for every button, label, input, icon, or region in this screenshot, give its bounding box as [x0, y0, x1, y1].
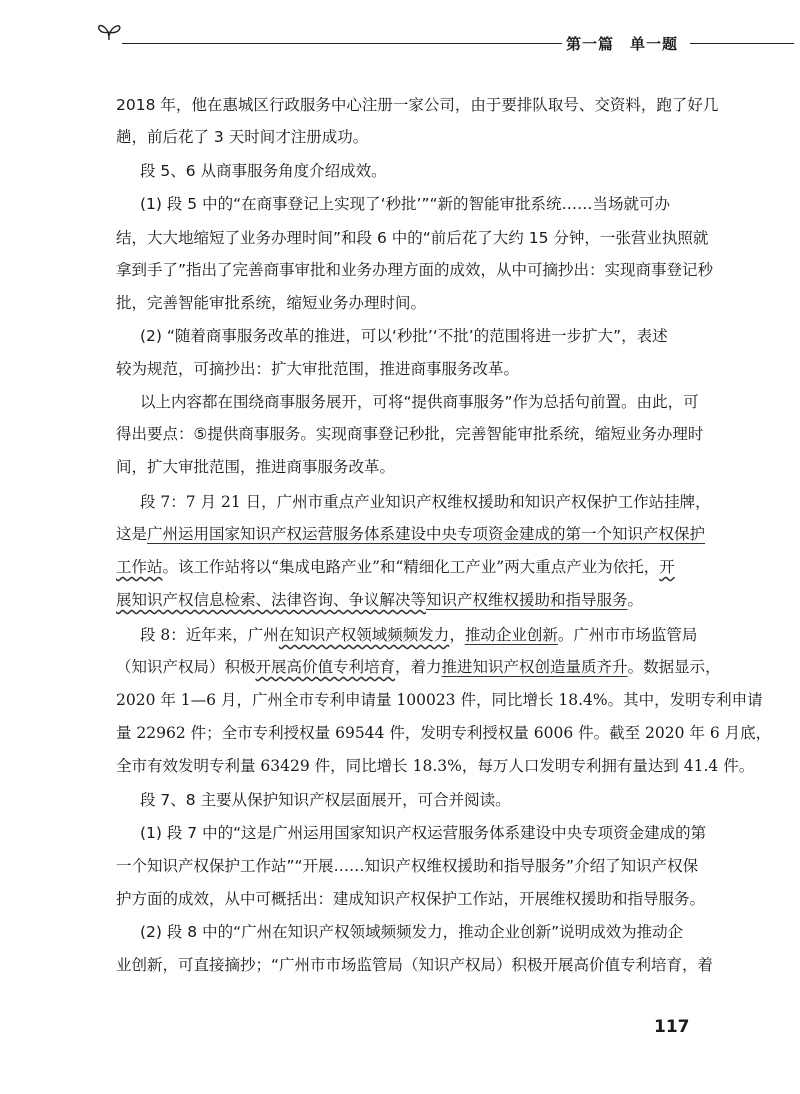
page-number: 117 [654, 1017, 690, 1037]
text-span: （知识产权局）积极 [116, 658, 256, 676]
text-line: 较为规范，可摘抄出：扩大审批范围，推进商事服务改革。 [116, 360, 520, 378]
text-line: 全市有效发明专利量 63429 件，同比增长 18.3%，每万人口发明专利拥有量达到 41.4 件。 [116, 757, 755, 775]
text-line: (2) “随着商事服务改革的推进，可以‘秒批’‘不批’的范围将进一步扩大”，表述 [140, 327, 668, 345]
wavy-underlined-phrase: 开展高价值专利培育 [255, 658, 396, 676]
wavy-underlined-phrase: 开 [659, 558, 675, 576]
section-title: 第一篇 单一题 [566, 35, 679, 53]
text-line: 2018 年，他在惠城区行政服务中心注册一家公司，由于要排队取号、交资料，跑了好几 [116, 96, 719, 114]
text-line: 拿到手了”指出了完善商事审批和业务办理方面的成效，从中可摘抄出：实现商事登记秒 [116, 261, 714, 279]
text-line: 结，大大地缩短了业务办理时间”和段 6 中的“前后花了大约 15 分钟，一张营业执照就 [116, 229, 709, 247]
wavy-underlined-phrase: 在知识产权领域频频发力 [278, 626, 450, 644]
text-line [116, 590, 643, 610]
text-line: 批，完善智能审批系统，缩短业务办理时间。 [116, 294, 427, 312]
text-line: 业创新，可直接摘抄；“广州市市场监管局（知识产权局）积极开展高价值专利培育，着 [116, 956, 714, 974]
text-line: 一个知识产权保护工作站”“开展……知识产权维权援助和指导服务”介绍了知识产权保 [116, 857, 699, 875]
text-line: 间，扩大审批范围，推进商事服务改革。 [116, 458, 396, 476]
text-line: 护方面的成效，从中可概括出：建成知识产权保护工作站，开展维权援助和指导服务。 [116, 890, 706, 908]
text-line [116, 557, 675, 577]
wavy-underlined-phrase: 工作站 [116, 558, 163, 576]
text-line: 段 5、6 从商事服务角度介绍成效。 [140, 162, 387, 180]
text-span: 。数据显示， [627, 658, 721, 676]
text-line: 得出要点：⑤提供商事服务。实现商事登记秒批，完善智能审批系统，缩短业务办理时 [116, 425, 704, 443]
underlined-phrase: 推动企业创新 [464, 626, 558, 644]
text-span: 这是 [116, 525, 148, 543]
header-rule-left [122, 43, 562, 44]
text-line [116, 657, 721, 677]
underlined-phrase: 知识产权维权援助和指导服务 [426, 591, 628, 609]
text-span: 。 [627, 591, 644, 609]
text-span: 段 8：近年来，广州 [140, 626, 279, 644]
sprout-leaf-icon [96, 20, 122, 42]
text-line: 以上内容都在围绕商事服务展开，可将“提供商事服务”作为总括句前置。由此，可 [140, 393, 699, 411]
text-span: 。该工作站将以“集成电路产业”和“精细化工产业”两大重点产业为依托， [162, 558, 660, 576]
text-span: 。广州市市场监管局 [557, 626, 698, 644]
underlined-phrase: 推进知识产权创造量质齐升 [441, 658, 628, 676]
text-line: 2020 年 1—6 月，广州全市专利申请量 100023 件，同比增长 18.4%。其中，发明专利申请 [116, 691, 763, 709]
underlined-phrase: 广州运用国家知识产权运营服务体系建设中央专项资金建成的第一个知识产权保护 [147, 525, 706, 543]
wavy-underlined-phrase: 展知识产权信息检索、法律咨询、争议解决等 [116, 591, 427, 609]
page-header [0, 0, 800, 60]
text-line: 段 7、8 主要从保护知识产权层面展开，可合并阅读。 [140, 791, 511, 809]
text-line: (1) 段 5 中的“在商事登记上实现了‘秒批’”“新的智能审批系统……当场就可办 [140, 195, 671, 213]
text-line: (2) 段 8 中的“广州在知识产权领域频频发力，推动企业创新”说明成效为推动企 [140, 923, 684, 941]
text-line: 段 7：7 月 21 日，广州市重点产业知识产权维权援助和知识产权保护工作站挂牌， [140, 493, 711, 511]
text-line: 量 22962 件；全市专利授权量 69544 件，发明专利授权量 6006 件。截至 2020 年 6 月底， [116, 724, 772, 742]
text-span: ， [449, 626, 465, 644]
text-line [140, 625, 697, 645]
header-rule-right [690, 43, 794, 44]
text-line: 趟，前后花了 3 天时间才注册成功。 [116, 128, 369, 146]
text-line: (1) 段 7 中的“这是广州运用国家知识产权运营服务体系建设中央专项资金建成的第 [140, 824, 707, 842]
text-span: ，着力 [395, 658, 442, 676]
text-line [116, 524, 705, 544]
